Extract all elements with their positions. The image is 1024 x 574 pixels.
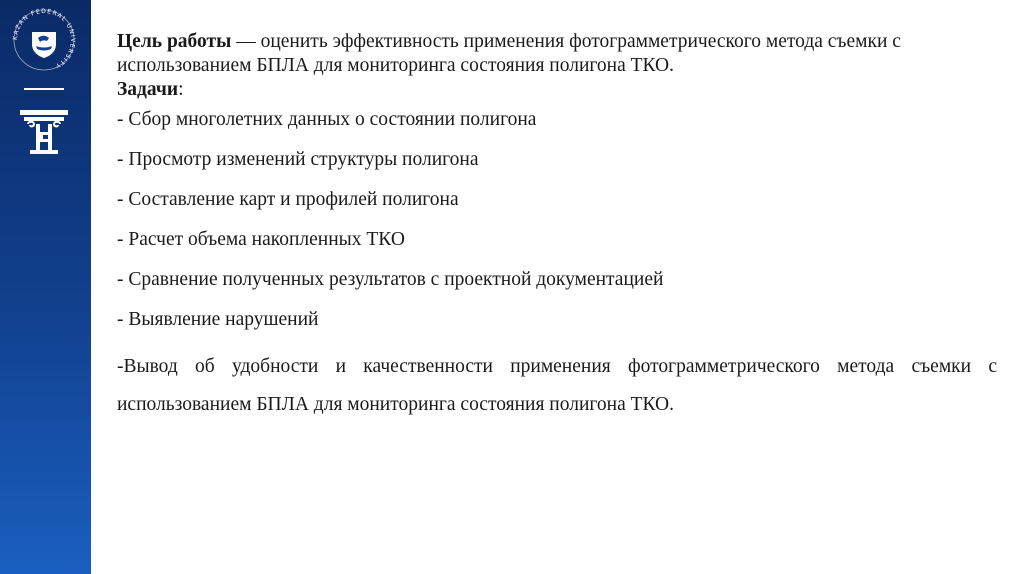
task-conclusion: -Вывод об удобности и качественности применения фотограмметрического метода съемки с использованием БПЛА для мониторинга состояния полигона ТКО. (117, 356, 997, 415)
task-item: - Сравнение полученных результатов с проектной документацией (117, 269, 664, 290)
slide-content (117, 30, 997, 444)
task-item: - Сбор многолетних данных о состоянии полигона (117, 109, 537, 130)
goal-paragraph (117, 30, 997, 78)
kfu-university-logo-icon (12, 8, 76, 72)
task-list (117, 108, 997, 348)
sidebar (0, 0, 91, 574)
task-item: - Расчет объема накопленных ТКО (117, 229, 405, 250)
logo-ring-text: KAZAN FEDERAL UNIVERSITY (12, 8, 76, 70)
goal-label: Цель работы (117, 31, 232, 52)
ionic-column-logo-icon (18, 108, 70, 156)
tasks-heading-colon: : (178, 79, 184, 100)
tasks-heading-label: Задачи (117, 79, 179, 100)
goal-text: — оценить эффективность применения фотограмметрического метода съемки с использованием БПЛА для мониторинга состояния полигона ТКО. (117, 31, 901, 76)
task-item: - Выявление нарушений (117, 309, 319, 330)
task-item: - Просмотр изменений структуры полигона (117, 149, 479, 170)
sidebar-divider (24, 88, 64, 90)
task-item: - Составление карт и профилей полигона (117, 189, 459, 210)
tasks-heading (117, 78, 997, 102)
